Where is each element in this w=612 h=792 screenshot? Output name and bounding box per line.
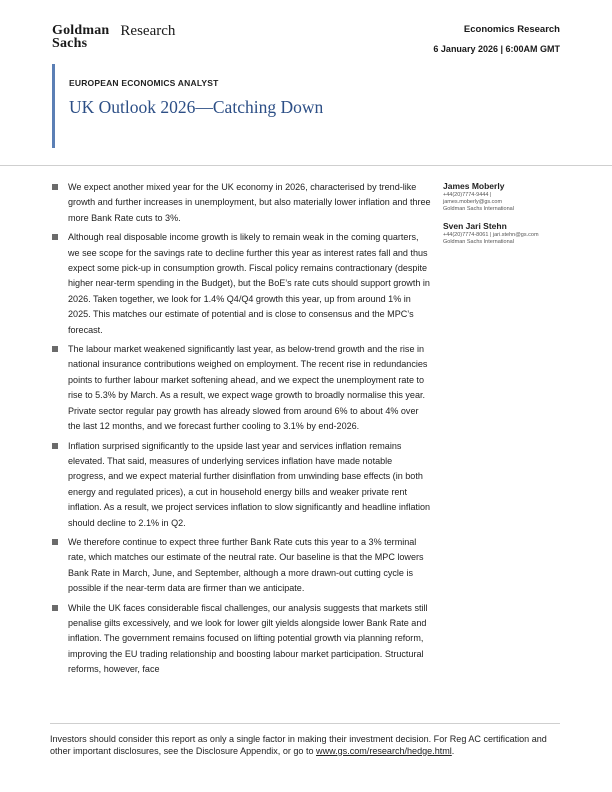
disclosure-link[interactable]: www.gs.com/research/hedge.html <box>316 745 452 756</box>
author-email[interactable]: james.moberly@gs.com <box>443 198 503 205</box>
key-point <box>50 439 432 531</box>
author-contact[interactable]: +44(20)7774-8061 | jari.stehn@gs.com <box>443 232 539 239</box>
author-name: Sven Jari Stehn <box>443 221 507 232</box>
square-bullet-icon <box>52 539 58 545</box>
disclosure-end: . <box>451 745 455 756</box>
key-point <box>50 601 432 678</box>
key-point-text: While the UK faces considerable fiscal challenges, our analysis suggests that markets still penalise gilts excessively, and we look for lower gilt yields alongside lower Bank Rate and inflation. The government remains focused on lifting potential growth via planning reform, improving the EU trading relationship and boosting labour market participation. Structural reforms, however, face <box>68 602 428 675</box>
author-firm: Goldman Sachs International <box>443 239 514 246</box>
key-point-text: We expect another mixed year for the UK economy in 2026, characterised by trend-like growth and further increases in unemployment, but also materially lower inflation and three more Bank Rate cuts to 3%. <box>68 182 431 223</box>
logo-line-sachs: Sachs <box>52 36 88 51</box>
key-point <box>50 342 432 434</box>
key-point-text: Although real disposable income growth is likely to remain weak in the coming quarters, we see scope for the savings rate to decline further this year as interest rates fall and thus expect some pick-up in consumption growth. Fiscal policy remains contractionary (despite higher near-term spending in the Budget), but the BoE’s rate cuts should support growth in 2026. Taken together, we look for 1.4% Q4/Q4 growth this year, up from around 1% in 2025. This matches our estimate of potential and is close to consensus and the MPC’s forecast. <box>68 232 430 335</box>
key-point <box>50 535 432 597</box>
disclosure-footer <box>50 734 565 757</box>
square-bullet-icon <box>52 234 58 240</box>
logo-wordmark <box>52 24 109 50</box>
author-phone: +44(20)7774-9444 | <box>443 192 492 198</box>
key-point <box>50 230 432 338</box>
header-divider <box>0 165 612 166</box>
publication-date: 6 January 2026 | 6:00AM GMT <box>433 44 560 54</box>
logo-line-goldman: Goldman <box>52 23 110 38</box>
author-name: James Moberly <box>443 181 505 191</box>
key-points-list <box>50 180 432 682</box>
author-card <box>443 221 568 246</box>
publication-name: Economics Research <box>463 24 560 35</box>
square-bullet-icon <box>52 184 58 190</box>
header-meta <box>433 24 560 54</box>
logo-research-label: Research <box>120 23 176 39</box>
key-point-text: We therefore continue to expect three further Bank Rate cuts this year to a 3% terminal rate, which matches our estimate of the neutral rate. Our baseline is that the MPC lowers Bank Rate in March, June, and September, although a more drawn-out cutting cycle is possible if the near-term data are firmer than we anticipate. <box>68 536 424 594</box>
square-bullet-icon <box>52 605 58 611</box>
footer-divider <box>50 723 560 724</box>
key-point-text: The labour market weakened significantly last year, as below-trend growth and the rise in national insurance contributions weighed on employment. The recent rise in redundancies points to further labour market softening ahead, and we expect the unemployment rate to rise to 5.3% by March. As a result, we expect wage growth to broadly normalise this year. Private sector regular pay growth has already slowed from around 6% to about 4% over the last 12 months, and we forecast further cooling to 3.1% by end-2026. <box>68 344 428 432</box>
title-block <box>52 64 455 148</box>
author-firm: Goldman Sachs International <box>443 205 514 212</box>
series-eyebrow: EUROPEAN ECONOMICS ANALYST <box>69 78 219 88</box>
square-bullet-icon <box>52 346 58 352</box>
goldman-sachs-logo <box>52 24 175 50</box>
key-point <box>50 180 432 226</box>
page-title: UK Outlook 2026—Catching Down <box>69 97 324 117</box>
square-bullet-icon <box>52 443 58 449</box>
author-card <box>443 181 568 212</box>
authors-sidebar <box>443 181 568 255</box>
disclosure-text: Investors should consider this report as only a single factor in making their investment decision. For Reg AC certification and other important disclosures, see the Disclosure Appendix, or go to <box>50 734 547 756</box>
key-point-text: Inflation surprised significantly to the upside last year and services inflation remains elevated. That said, measures of underlying services inflation have made notable progress, and we expect material further disinflation from unwinding base effects (in both energy and regulated prices), a cut in household energy bills and weaker private rent inflation. As a result, we project services inflation to slow significantly and headline inflation should decline to 2.1% in Q2. <box>68 440 431 528</box>
